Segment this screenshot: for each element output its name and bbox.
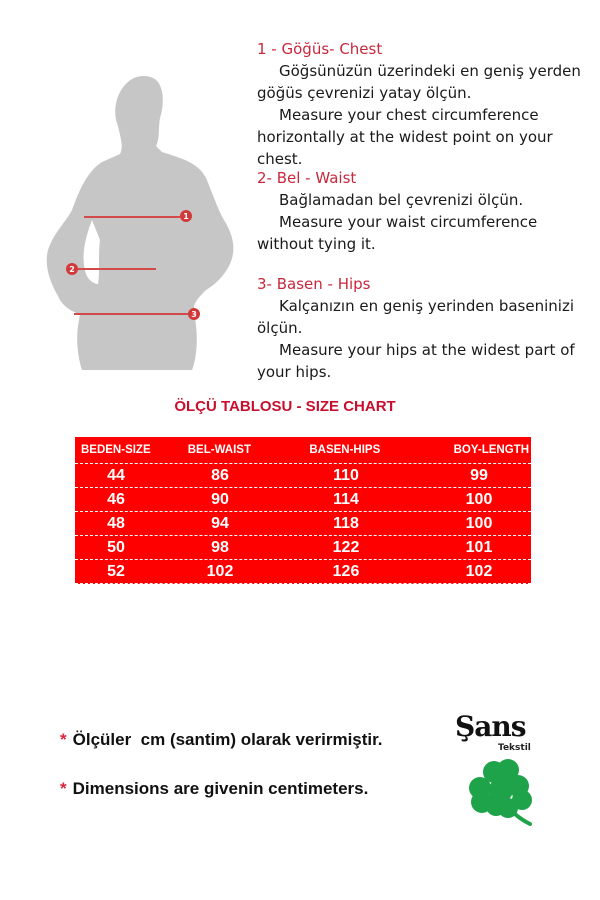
clover-icon xyxy=(468,758,538,828)
cell-size: 50 xyxy=(107,538,125,556)
column-header-hips: BASEN-HIPS xyxy=(309,444,381,456)
note-text: Ölçüler cm (santim) olarak verirmiştir. xyxy=(72,730,383,749)
hips-instructions xyxy=(257,273,597,383)
column-header-waist: BEL-WAIST xyxy=(187,444,251,456)
cell-length: 100 xyxy=(465,490,493,508)
waist-heading: 2- Bel - Waist xyxy=(257,169,357,187)
cell-waist: 98 xyxy=(211,538,229,556)
svg-text:2: 2 xyxy=(69,265,75,274)
size-chart-title: ÖLÇÜ TABLOSU - SIZE CHART xyxy=(174,398,396,415)
hips-tr-text: Kalçanızın en geniş yerinden baseninizi ölçün. xyxy=(257,297,574,337)
cell-size: 48 xyxy=(107,514,125,532)
brand-logo xyxy=(450,710,560,830)
chest-tr-text: Göğsünüzün üzerindeki en geniş yerden göğüs çevrenizi yatay ölçün. xyxy=(257,62,581,102)
column-header-length: BOY-LENGTH xyxy=(453,444,530,456)
body-measurement-figure xyxy=(40,60,250,380)
hips-en-text: Measure your hips at the widest part of your hips. xyxy=(257,341,575,381)
cell-hips: 118 xyxy=(333,514,359,532)
table-row xyxy=(75,488,531,512)
cell-hips: 122 xyxy=(332,538,360,556)
brand-name: Şans xyxy=(455,710,526,743)
waist-tr-text: Bağlamadan bel çevrenizi ölçün. xyxy=(279,191,524,209)
cell-length: 100 xyxy=(465,514,493,532)
column-header-size: BEDEN-SIZE xyxy=(80,444,151,456)
cell-waist: 86 xyxy=(211,466,229,484)
cell-waist: 90 xyxy=(211,490,229,508)
cell-hips: 114 xyxy=(333,490,359,508)
note-text: Dimensions are givenin centimeters. xyxy=(72,779,369,798)
table-row xyxy=(75,536,531,560)
cell-size: 46 xyxy=(107,490,125,508)
waist-instructions xyxy=(257,167,597,255)
cell-waist: 102 xyxy=(206,562,234,580)
cell-length: 102 xyxy=(465,562,493,580)
cell-hips: 110 xyxy=(333,466,359,484)
svg-text:1: 1 xyxy=(183,212,189,221)
asterisk-icon: * xyxy=(60,779,67,798)
cell-length: 101 xyxy=(465,538,493,556)
note-english xyxy=(60,779,368,799)
chest-en-text: Measure your chest circumference horizontally at the widest point on your chest. xyxy=(257,106,553,168)
size-chart-table xyxy=(75,437,531,584)
brand-subtitle: Tekstil xyxy=(498,743,531,753)
table-row xyxy=(75,464,531,488)
table-row xyxy=(75,560,531,583)
table-header-row xyxy=(75,437,531,464)
cell-size: 44 xyxy=(107,466,125,484)
cell-hips: 126 xyxy=(332,562,360,580)
cell-waist: 94 xyxy=(211,514,229,532)
note-turkish xyxy=(60,730,383,750)
svg-text:3: 3 xyxy=(191,310,197,319)
hips-heading: 3- Basen - Hips xyxy=(257,275,371,293)
waist-en-text: Measure your waist circumference without tying it. xyxy=(257,213,538,253)
cell-length: 99 xyxy=(470,466,488,484)
cell-size: 52 xyxy=(107,562,125,580)
table-row xyxy=(75,512,531,536)
chest-heading: 1 - Göğüs- Chest xyxy=(257,40,383,58)
chest-instructions xyxy=(257,38,597,170)
silhouette xyxy=(47,76,234,370)
asterisk-icon: * xyxy=(60,730,67,749)
